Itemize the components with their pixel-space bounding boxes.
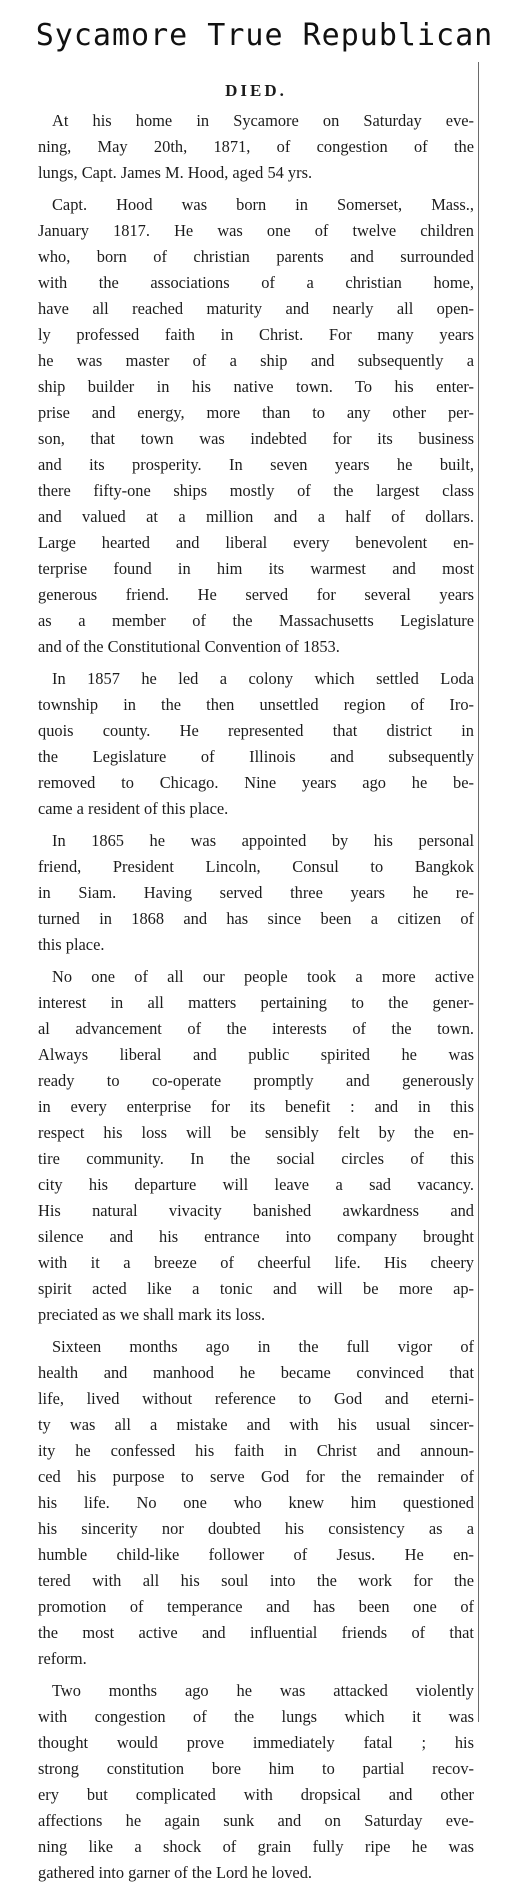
text-line: strong constitution bore him to partial recov- (38, 1759, 474, 1778)
text-line: his sincerity nor doubted his consistency as a (38, 1519, 474, 1538)
text-line: ship builder in his native town. To his enter- (38, 377, 474, 396)
text-line: prise and energy, more than to any other per- (38, 403, 474, 422)
text-line: health and manhood he became convinced that (38, 1363, 474, 1382)
article-body (38, 108, 474, 1886)
text-line: friend, President Lincoln, Consul to Bangkok (38, 857, 474, 876)
text-line: generous friend. He served for several years (38, 585, 474, 604)
text-line: lungs, Capt. James M. Hood, aged 54 yrs. (38, 163, 313, 182)
text-line: son, that town was indebted for its business (38, 429, 474, 448)
text-line: ery but complicated with dropsical and other (38, 1785, 474, 1804)
text-line: ning, May 20th, 1871, of congestion of the (38, 137, 474, 156)
text-line: this place. (38, 935, 105, 954)
text-line: al advancement of the interests of the town. (38, 1019, 474, 1038)
text-line: His natural vivacity banished awkardness and (38, 1201, 474, 1220)
text-line: came a resident of this place. (38, 799, 229, 818)
text-line: preciated as we shall mark its loss. (38, 1305, 266, 1324)
text-line: humble child-like follower of Jesus. He en- (38, 1545, 474, 1564)
text-line: ning like a shock of grain fully ripe he was (38, 1837, 474, 1856)
text-line: January 1817. He was one of twelve children (38, 221, 474, 240)
text-line: and its prosperity. In seven years he built, (38, 455, 474, 474)
text-line: city his departure will leave a sad vacancy. (38, 1175, 474, 1194)
text-line: reform. (38, 1649, 87, 1668)
text-line: in every enterprise for its benefit : and in this (38, 1097, 474, 1116)
text-line: Large hearted and liberal every benevolent en- (38, 533, 474, 552)
text-line: Sixteen months ago in the full vigor of (52, 1337, 474, 1356)
text-line: terprise found in him its warmest and most (38, 559, 474, 578)
text-line: ty was all a mistake and with his usual sincer- (38, 1415, 474, 1434)
text-line: and valued at a million and a half of dollars. (38, 507, 474, 526)
text-line: At his home in Sycamore on Saturday eve- (52, 111, 474, 130)
text-line: he was master of a ship and subsequently a (38, 351, 474, 370)
text-line: silence and his entrance into company brought (38, 1227, 474, 1246)
section-heading: DIED. (225, 81, 287, 100)
text-line: the Legislature of Illinois and subsequently (38, 747, 474, 766)
text-line: respect his loss will be sensibly felt by the en- (38, 1123, 474, 1142)
paragraph-2 (38, 192, 474, 660)
text-line: removed to Chicago. Nine years ago he be- (38, 773, 474, 792)
text-line: spirit acted like a tonic and will be more ap- (38, 1279, 474, 1298)
text-line: affections he again sunk and on Saturday eve- (38, 1811, 474, 1830)
text-line: his life. No one who knew him questioned (38, 1493, 474, 1512)
masthead: Sycamore True Republican (35, 18, 494, 53)
paragraph-1 (38, 108, 474, 186)
text-line: Two months ago he was attacked violently (52, 1681, 474, 1700)
text-line: In 1857 he led a colony which settled Loda (52, 669, 474, 688)
text-line: quois county. He represented that district in (38, 721, 474, 740)
text-line: as a member of the Massachusetts Legislature (38, 611, 474, 630)
text-line: Always liberal and public spirited he was (38, 1045, 474, 1064)
text-line: with it a breeze of cheerful life. His cheery (38, 1253, 474, 1272)
paragraph-5 (38, 964, 474, 1328)
text-line: In 1865 he was appointed by his personal (52, 831, 474, 850)
text-line: tered with all his soul into the work for the (38, 1571, 474, 1590)
text-line: ready to co-operate promptly and generously (38, 1071, 474, 1090)
text-line: gathered into garner of the Lord he loved. (38, 1863, 312, 1882)
text-line: Capt. Hood was born in Somerset, Mass., (52, 195, 474, 214)
text-line: the most active and influential friends of that (38, 1623, 474, 1642)
text-line: there fifty-one ships mostly of the largest class (38, 481, 474, 500)
paragraph-6 (38, 1334, 474, 1672)
text-line: with the associations of a christian home, (38, 273, 474, 292)
paragraph-3 (38, 666, 474, 822)
text-line: with congestion of the lungs which it was (38, 1707, 474, 1726)
text-line: township in the then unsettled region of Iro- (38, 695, 474, 714)
text-line: in Siam. Having served three years he re- (38, 883, 474, 902)
paragraph-4 (38, 828, 474, 958)
text-line: ly professed faith in Christ. For many years (38, 325, 474, 344)
text-line: ity he confessed his faith in Christ and announ- (38, 1441, 474, 1460)
text-line: tire community. In the social circles of this (38, 1149, 474, 1168)
text-line: thought would prove immediately fatal ; his (38, 1733, 474, 1752)
paragraph-7 (38, 1678, 474, 1886)
column-rule (478, 62, 479, 1722)
text-line: and of the Constitutional Convention of 1853. (38, 637, 340, 656)
text-line: have all reached maturity and nearly all open- (38, 299, 474, 318)
text-line: interest in all matters pertaining to the gener- (38, 993, 474, 1012)
text-line: who, born of christian parents and surrounded (38, 247, 474, 266)
text-line: promotion of temperance and has been one of (38, 1597, 474, 1616)
text-line: life, lived without reference to God and eterni- (38, 1389, 474, 1408)
obituary-clipping (38, 80, 474, 1882)
text-line: No one of all our people took a more active (52, 967, 474, 986)
text-line: turned in 1868 and has since been a citizen of (38, 909, 474, 928)
text-line: ced his purpose to serve God for the remainder of (38, 1467, 474, 1486)
